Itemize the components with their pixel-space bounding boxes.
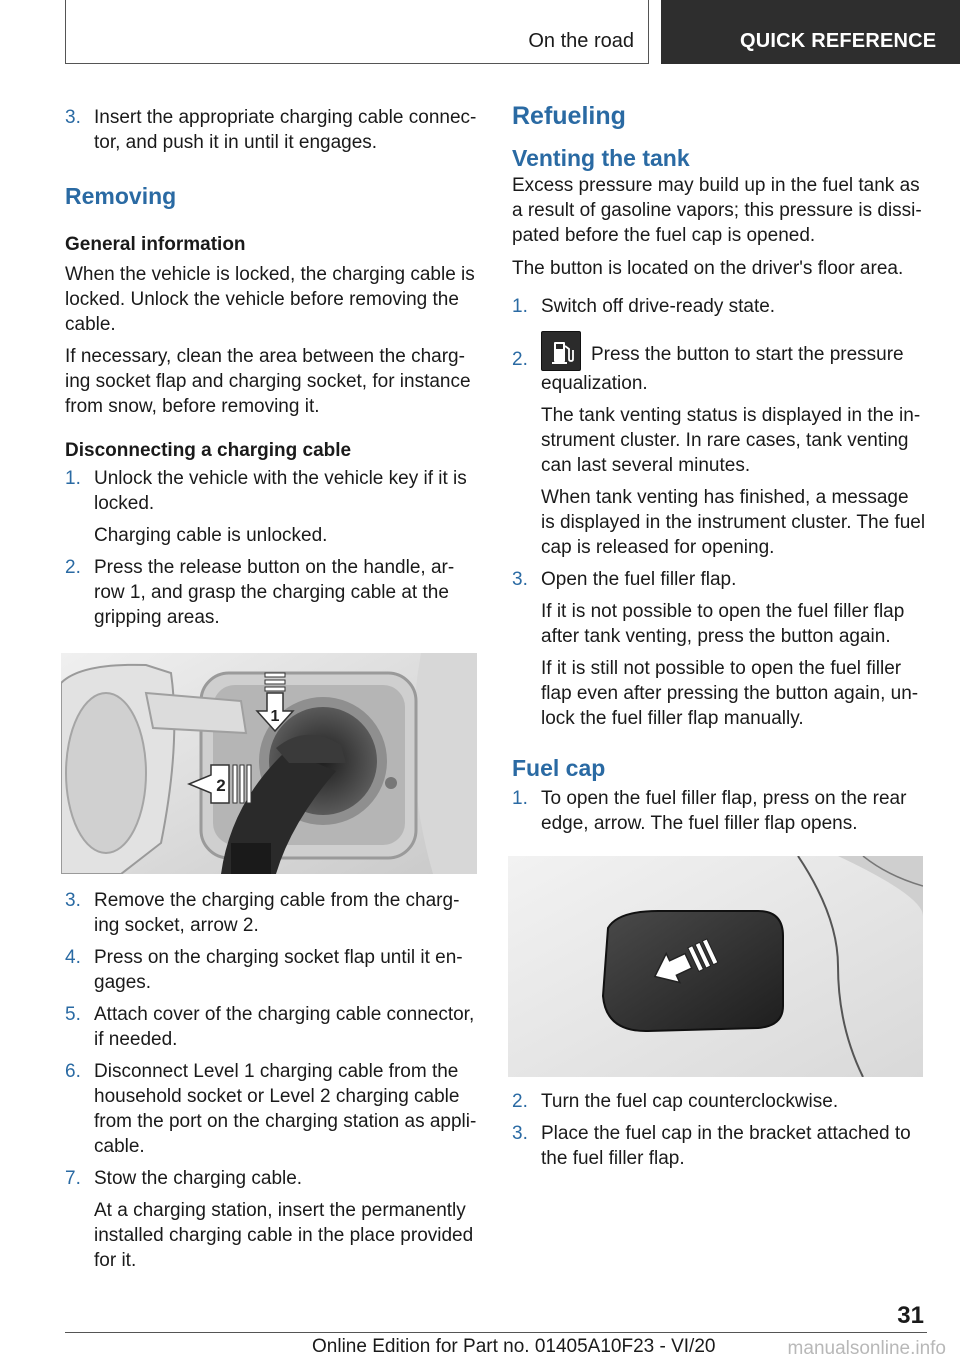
step-subtext: If it is still not possible to open the fuel filler flap even after pressing the button again, unlock the fuel filler flap manually. <box>541 658 919 729</box>
charging-socket-illustration <box>61 653 477 874</box>
step-number: 7. <box>65 1168 81 1189</box>
header-tab-label: QUICK REFERENCE <box>740 30 937 52</box>
fuel-cap-heading: Fuel cap <box>512 755 606 781</box>
refueling-heading: Refueling <box>512 102 626 130</box>
right-column <box>512 100 926 1171</box>
step-number: 2. <box>512 349 528 370</box>
footer-watermark: manualsonline.info <box>787 1338 946 1359</box>
list-item <box>65 105 477 155</box>
step-number: 6. <box>65 1061 81 1082</box>
step-subtext: If it is not possible to open the fuel filler flap after tank venting, press the button again. <box>541 601 905 647</box>
venting-paragraph-2: The button is located on the driver's floor area. <box>512 258 904 279</box>
charging-socket-photo <box>61 653 477 874</box>
venting-paragraph-1: Excess pressure may build up in the fuel tank as a result of gasoline vapors; this pressure is dissipated before the fuel cap is opened. <box>512 175 922 246</box>
arrow-2-label: 2 <box>216 776 226 795</box>
arrow-1-label: 1 <box>270 708 280 725</box>
step-number: 3. <box>65 890 81 911</box>
list-item <box>512 1089 926 1114</box>
header-section-title: On the road <box>528 30 634 52</box>
step-subtext: At a charging station, insert the permanently installed charging cable in the place provided for it. <box>94 1200 474 1271</box>
list-item <box>512 331 926 560</box>
step-text: Stow the charging cable. <box>94 1168 303 1189</box>
step-text: Place the fuel cap in the bracket attached to the fuel filler flap. <box>541 1123 911 1169</box>
step-text: Attach cover of the charging cable connector, if needed. <box>94 1004 475 1050</box>
list-item <box>512 1121 926 1171</box>
header-section-box <box>65 0 649 64</box>
step-text: To open the fuel filler flap, press on the rear edge, arrow. The fuel filler flap opens. <box>541 788 907 834</box>
step-text: Open the fuel filler flap. <box>541 569 737 590</box>
step-text: Remove the charging cable from the charging socket, arrow 2. <box>94 890 460 936</box>
page-number: 31 <box>897 1302 924 1329</box>
step-number: 2. <box>512 1091 528 1112</box>
step-text: Switch off drive-ready state. <box>541 296 776 317</box>
venting-heading: Venting the tank <box>512 145 690 171</box>
step-number: 3. <box>65 107 81 128</box>
list-item <box>65 888 477 938</box>
list-item <box>512 294 926 319</box>
fuel-pump-icon <box>541 331 581 371</box>
step-text: Press on the charging socket flap until it engages. <box>94 947 463 993</box>
list-item <box>65 466 477 548</box>
step-number: 3. <box>512 1123 528 1144</box>
step-number: 4. <box>65 947 81 968</box>
step-number: 3. <box>512 569 528 590</box>
list-item <box>65 1166 477 1273</box>
step-subtext: The tank venting status is displayed in the instrument cluster. In rare cases, tank venting can last several minutes. <box>541 405 921 476</box>
list-item <box>65 1059 477 1159</box>
step-text: Press the release button on the handle, arrow 1, and grasp the charging cable at the gripping areas. <box>94 557 455 628</box>
step-text: Press the button to start the pressure equalization. <box>541 344 904 394</box>
left-column <box>65 100 477 1273</box>
disconnecting-heading: Disconnecting a charging cable <box>65 440 352 461</box>
footer-edition: Online Edition for Part no. 01405A10F23 - VI/20 <box>312 1336 716 1357</box>
header-quick-reference-tab[interactable] <box>661 0 960 64</box>
step-number: 1. <box>65 468 81 489</box>
footer-divider <box>65 1332 927 1333</box>
general-information-heading: General information <box>65 234 246 255</box>
step-number: 1. <box>512 296 528 317</box>
step-text: Disconnect Level 1 charging cable from the household socket or Level 2 charging cable from the port on the charging station as applicable. <box>94 1061 477 1157</box>
step-text: Insert the appropriate charging cable connector, and push it in until it engages. <box>94 107 477 153</box>
removing-heading: Removing <box>65 183 177 209</box>
step-number: 2. <box>65 557 81 578</box>
list-item <box>512 786 926 836</box>
step-text: Turn the fuel cap counterclockwise. <box>541 1091 839 1112</box>
fuel-flap-illustration <box>508 856 923 1077</box>
general-paragraph-2: If necessary, clean the area between the charging socket flap and charging socket, for instance from snow, before removing it. <box>65 346 471 417</box>
list-item <box>65 1002 477 1052</box>
step-number: 1. <box>512 788 528 809</box>
list-item <box>512 567 926 731</box>
fuel-flap-photo <box>508 856 923 1077</box>
step-number: 5. <box>65 1004 81 1025</box>
step-subtext: When tank venting has finished, a message is displayed in the instrument cluster. The fuel cap is released for opening. <box>541 487 926 558</box>
list-item <box>65 555 477 630</box>
step-text: Unlock the vehicle with the vehicle key if it is locked. <box>94 468 467 514</box>
general-paragraph-1: When the vehicle is locked, the charging cable is locked. Unlock the vehicle before removing the cable. <box>65 264 475 335</box>
list-item <box>65 945 477 995</box>
step-subtext: Charging cable is unlocked. <box>94 525 328 546</box>
